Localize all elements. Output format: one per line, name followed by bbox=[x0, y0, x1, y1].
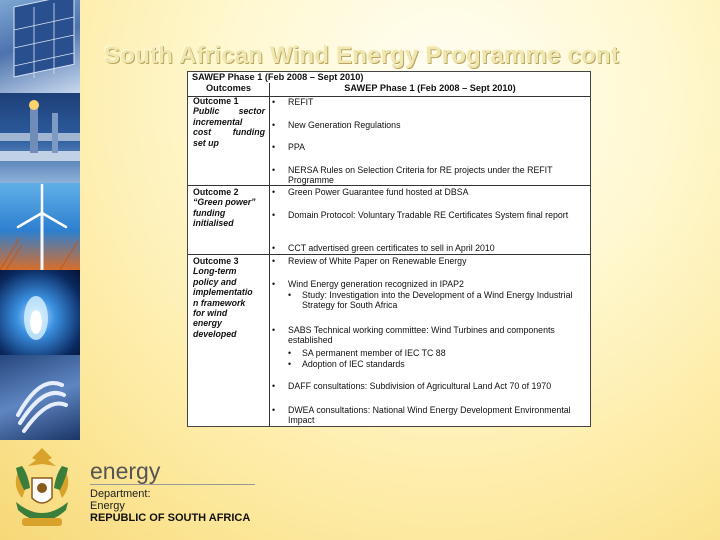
outcome-text: implementatio bbox=[193, 287, 253, 298]
outcome-text: “Green power” bbox=[193, 197, 256, 208]
outcome-3 bbox=[193, 256, 265, 339]
outcome-text: incremental bbox=[193, 116, 243, 127]
outcome-heading: Outcome 2 bbox=[193, 187, 239, 197]
outcome-text: energy bbox=[193, 318, 222, 329]
sawep-phase1-table: SAWEP Phase 1 (Feb 2008 – Sept 2010) Outcomes SAWEP Phase 1 (Feb 2008 – Sept 2010) Outcome 1 Public sector incremental cost funding set up • REFIT • New Generation Regulations • PPA • NERSA Rules on Selection Criteria for RE projects under the REFIT Programme Outcome 2 “Green power” funding initialised • Green Power Guarantee fund hosted at DBSA • Domain Protocol: Voluntary Tradable RE Certificates System final report • CCT advertised green certificates to sell in April 2010 Outcome 3 Long-term policy and implementatio n framework for wind energy developed • Review of White Paper on Renewable Energy • Wind Energy generation recognized in IPAP2 • Study: Investigation into the Development of a Wind Energy Industrial Strategy for South Africa • SABS Technical working committee: Wind Turbines and components established • SA permanent member of IEC TC 88 • Adoption of IEC standards • DAFF consultations: Subdivision of Agricultural Land Act 70 of 1970 • DWEA consultations: National Wind Energy Development Environmental Impact bbox=[187, 71, 591, 427]
light-bulb-image bbox=[0, 355, 80, 440]
photo-strip bbox=[0, 0, 80, 440]
outcome-text: n framework bbox=[193, 297, 246, 308]
logo-divider bbox=[90, 484, 255, 485]
document-title: SAWEP Phase 1 (Feb 2008 – Sept 2010) bbox=[192, 72, 364, 82]
outcome-text: initialised bbox=[193, 218, 234, 229]
outcome-1 bbox=[193, 96, 265, 148]
slide-title: South African Wind Energy Programme cont bbox=[104, 42, 619, 69]
coat-of-arms-icon bbox=[8, 444, 76, 534]
department-label: Department: bbox=[90, 488, 151, 500]
outcomes-column-header: Outcomes bbox=[188, 83, 269, 97]
outcome-text: for wind bbox=[193, 308, 228, 319]
industrial-plant-image bbox=[0, 93, 80, 183]
row-divider bbox=[188, 254, 590, 255]
country-name: REPUBLIC OF SOUTH AFRICA bbox=[90, 512, 251, 524]
phase-column-header: SAWEP Phase 1 (Feb 2008 – Sept 2010) bbox=[270, 83, 590, 97]
outcome-text: policy and bbox=[193, 276, 237, 287]
outcome-2 bbox=[193, 187, 265, 229]
blue-flame-image bbox=[0, 270, 80, 355]
outcome-text: developed bbox=[193, 328, 237, 339]
wind-turbine-image bbox=[0, 183, 80, 270]
department-name: Energy bbox=[90, 500, 125, 512]
outcome-text: set up bbox=[193, 137, 219, 148]
energy-wordmark: energy bbox=[90, 458, 161, 484]
outcome-heading: Outcome 1 bbox=[193, 96, 239, 106]
outcome-text: funding bbox=[193, 207, 226, 218]
outcome-text: Long-term bbox=[193, 266, 237, 277]
outcome-text: Public sector bbox=[193, 106, 265, 117]
outcome-heading: Outcome 3 bbox=[193, 256, 239, 266]
outcome-text: cost funding bbox=[193, 127, 265, 138]
solar-panel-image bbox=[0, 0, 80, 93]
